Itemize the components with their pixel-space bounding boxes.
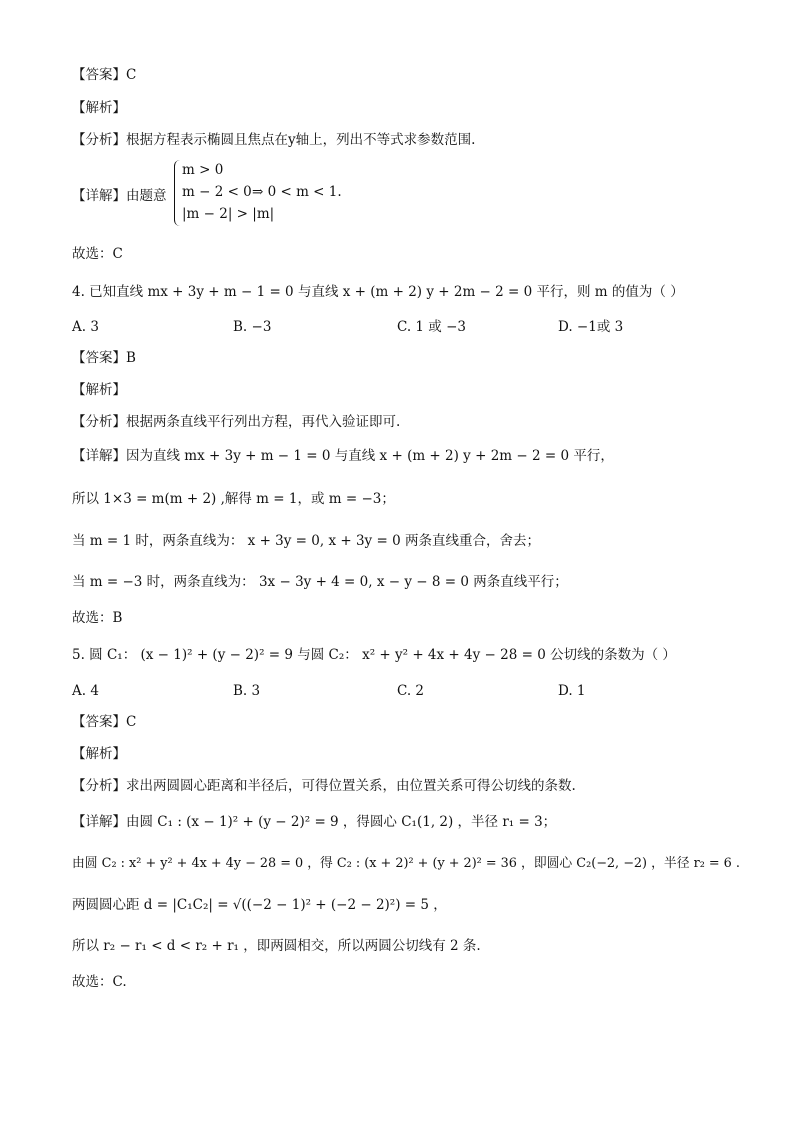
q5-detail3: 两圆圆心距 d = |C₁C₂| = √((−2 − 1)² + (−2 − 2)²) = 5 ， (72, 897, 447, 913)
q4-answer: 【答案】B (72, 350, 136, 366)
q4-jiexi: 【解析】 (72, 382, 126, 398)
q5-detail4: 所以 r₂ − r₁ < d < r₂ + r₁ ，即两圆相交，所以两圆公切线有 2 条. (72, 938, 481, 954)
q5-analysis: 【分析】求出两圆圆心距离和半径后，可得位置关系，由位置关系可得公切线的条数. (72, 778, 576, 794)
q4-stem: 4. 已知直线 mx + 3y + m − 1 = 0 与直线 x + (m + 2) y + 2m − 2 = 0 平行，则 m 的值为（ ） (72, 284, 684, 300)
q5-detail2: 由圆 C₂ : x² + y² + 4x + 4y − 28 = 0 ，得 C₂ : (x + 2)² + (y + 2)² = 36 ，即圆心 C₂(−2, −2) ，半径 r₂ = 6 . (72, 856, 740, 871)
q4-step2: 当 m = 1 时，两条直线为： x + 3y = 0, x + 3y = 0 两条直线重合，舍去； (72, 533, 540, 549)
q4-analysis: 【分析】根据两条直线平行列出方程，再代入验证即可. (72, 414, 401, 430)
q4-option-a: A. 3 (72, 319, 99, 335)
q3-jiexi: 【解析】 (72, 100, 126, 116)
q3-sys-row2: m − 2 < 0 (182, 184, 252, 200)
q4-option-b: B. −3 (233, 319, 272, 335)
q4-step3: 当 m = −3 时，两条直线为： 3x − 3y + 4 = 0, x − y − 8 = 0 两条直线平行； (72, 574, 568, 590)
q5-option-c: C. 2 (397, 683, 425, 699)
q4-choose: 故选：B (72, 610, 123, 626)
q3-sys-conclusion: ⇒ 0 < m < 1. (252, 184, 342, 200)
q4-detail: 【详解】因为直线 mx + 3y + m − 1 = 0 与直线 x + (m + 2) y + 2m − 2 = 0 平行， (72, 448, 614, 464)
q5-option-a: A. 4 (72, 683, 99, 699)
q4-option-d: D. −1或 3 (558, 319, 624, 335)
q5-detail1: 【详解】由圆 C₁ : (x − 1)² + (y − 2)² = 9 ，得圆心 C₁(1, 2) ，半径 r₁ = 3； (72, 814, 557, 830)
q4-option-c: C. 1 或 −3 (397, 319, 467, 335)
q5-option-d: D. 1 (558, 683, 586, 699)
q3-detail-label: 【详解】由题意 (72, 188, 167, 204)
q5-option-b: B. 3 (233, 683, 261, 699)
q3-sys-row3: |m − 2| > |m| (182, 206, 275, 222)
q4-step1: 所以 1×3 = m(m + 2) ,解得 m = 1，或 m = −3； (72, 491, 395, 507)
q3-analysis: 【分析】根据方程表示椭圆且焦点在y轴上，列出不等式求参数范围. (72, 132, 476, 148)
q5-jiexi: 【解析】 (72, 746, 126, 762)
q3-answer: 【答案】C (72, 67, 137, 83)
q5-stem: 5. 圆 C₁： (x − 1)² + (y − 2)² = 9 与圆 C₂： x² + y² + 4x + 4y − 28 = 0 公切线的条数为（ ） (72, 647, 676, 663)
q3-choose: 故选：C (72, 246, 123, 262)
q5-answer: 【答案】C (72, 714, 137, 730)
q3-sys-row1: m > 0 (182, 162, 224, 178)
q5-choose: 故选：C. (72, 974, 127, 990)
